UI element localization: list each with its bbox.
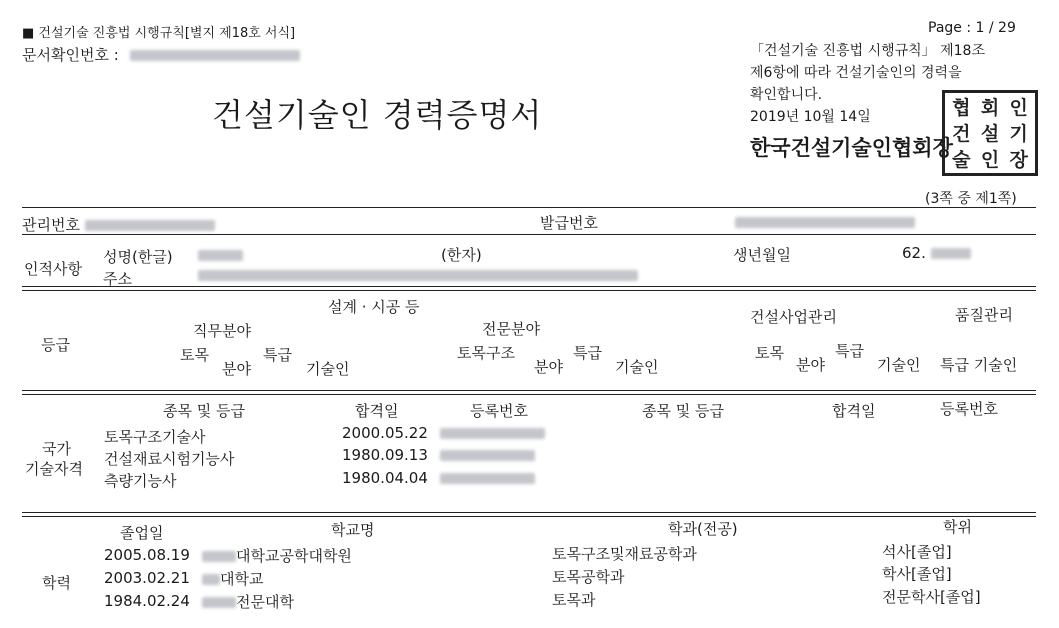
redacted-mgmt-number (85, 220, 215, 231)
redacted-address (198, 270, 638, 281)
edu-row-dept: 토목구조및재료공학과 (552, 545, 697, 563)
redacted-name (198, 250, 243, 261)
edu-row-date: 2005.08.19 (104, 546, 190, 564)
qual-header-reg-1: 등록번호 (470, 402, 528, 420)
qual-row-name: 측량기능사 (104, 472, 177, 490)
duty-value-field: 토목 (180, 346, 209, 364)
seal-char: 기 (1009, 123, 1028, 145)
legal-text-line-1: 「건설기술 진흥법 시행규칙」 제18조 (750, 43, 985, 59)
edu-row-school-name: 전문대학 (236, 593, 294, 611)
edu-header-school: 학교명 (331, 521, 375, 539)
redacted-issue-number (735, 217, 915, 228)
seal-char: 회 (980, 97, 1000, 119)
edu-row-date: 1984.02.24 (104, 592, 190, 610)
edu-row-school (202, 591, 294, 612)
document-title: 건설기술인 경력증명서 (212, 96, 543, 134)
edu-header-degree: 학위 (943, 518, 972, 536)
qual-header-date-2: 합격일 (832, 402, 876, 420)
seal-char: 협 (952, 97, 971, 119)
double-divider (22, 512, 1036, 517)
edu-row-school (202, 545, 352, 566)
redacted-school-prefix (202, 597, 236, 608)
redacted-birth-rest (931, 248, 971, 259)
management-number (22, 214, 215, 235)
duty-value-grade: 특급 (263, 346, 292, 364)
edu-row-dept: 토목공학과 (552, 568, 625, 586)
double-divider (22, 390, 1036, 395)
birth-year: 62. (902, 244, 926, 262)
issue-date: 2019년 10월 14일 (750, 109, 871, 125)
specialty-value-suffix: 분야 (534, 358, 563, 376)
qual-row-date: 2000.05.22 (342, 424, 428, 442)
edu-section-label: 학력 (42, 574, 71, 592)
qual-row-name: 건설재료시험기능사 (104, 450, 235, 468)
biz-mgmt-label: 건설사업관리 (750, 308, 837, 326)
edu-row-degree: 전문학사[졸업] (882, 588, 981, 606)
qual-header-date-1: 합격일 (355, 402, 399, 420)
edu-row-school (202, 568, 263, 589)
specialty-value-title: 기술인 (615, 358, 659, 376)
issuer-name: 한국건설기술인협회장 (750, 136, 953, 160)
redacted-school-prefix (202, 574, 220, 585)
issue-no-label: 발급번호 (540, 214, 598, 232)
redacted-reg-number (440, 473, 535, 484)
divider (22, 207, 1036, 208)
biz-mgmt-title: 기술인 (877, 356, 921, 374)
edu-row-dept: 토목과 (552, 591, 596, 609)
biz-mgmt-grade: 특급 (835, 342, 864, 360)
qual-header-name-1: 종목 및 등급 (163, 402, 245, 420)
address-label: 주소 (103, 270, 132, 288)
divider (22, 234, 1036, 235)
design-construction-label: 설계 · 시공 등 (328, 298, 420, 316)
specialty-value-field: 토목구조 (457, 344, 515, 362)
doc-check-number (22, 44, 300, 65)
grade-section-label: 등급 (41, 336, 70, 354)
seal-char: 건 (952, 123, 971, 145)
qual-header-reg-2: 등록번호 (940, 400, 998, 418)
edu-row-school-name: 대학교 (220, 570, 264, 588)
birth-label: 생년월일 (733, 246, 791, 264)
qual-row-name: 토목구조기술사 (104, 428, 206, 446)
biz-mgmt-field: 토목 (755, 344, 784, 362)
personal-section-label: 인적사항 (24, 260, 82, 278)
legal-text-line-3: 확인합니다. (750, 87, 823, 103)
qual-row-date: 1980.09.13 (342, 446, 428, 464)
duty-value-title: 기술인 (306, 360, 350, 378)
biz-mgmt-suffix: 분야 (796, 356, 825, 374)
edu-header-date: 졸업일 (120, 524, 164, 542)
edu-row-degree: 학사[졸업] (882, 565, 952, 583)
double-divider (22, 286, 1036, 291)
edu-row-school-name: 대학교공학대학원 (236, 547, 352, 565)
qual-section-label-1: 국가 (42, 440, 71, 458)
name-hanja-label: (한자) (441, 246, 482, 264)
form-reference: ■ 건설기술 진흥법 시행규칙[별지 제18호 서식] (22, 26, 296, 41)
legal-text-line-2: 제6항에 따라 건설기술인의 경력을 (750, 65, 962, 81)
qual-row-date: 1980.04.04 (342, 469, 428, 487)
edu-header-dept: 학과(전공) (668, 520, 738, 538)
page-indicator: Page : 1 / 29 (928, 20, 1016, 36)
duty-field-label: 직무분야 (193, 322, 251, 340)
specialty-value-grade: 특급 (573, 344, 602, 362)
birth-value (902, 244, 971, 262)
redacted-doc-check-number (130, 50, 300, 61)
edu-row-degree: 석사[졸업] (882, 543, 952, 561)
redacted-reg-number (440, 450, 535, 461)
specialty-field-label: 전문분야 (482, 320, 540, 338)
qual-section-label-2: 기술자격 (25, 460, 83, 478)
seal-char: 인 (980, 149, 1000, 171)
official-seal (942, 90, 1038, 176)
seal-char: 인 (1009, 97, 1028, 119)
doc-check-label: 문서확인번호 : (22, 46, 119, 64)
quality-mgmt-value: 특급 기술인 (940, 356, 1018, 374)
redacted-school-prefix (202, 551, 236, 562)
edu-row-date: 2003.02.21 (104, 569, 190, 587)
qual-header-name-2: 종목 및 등급 (642, 402, 724, 420)
duty-value-suffix: 분야 (222, 360, 251, 378)
mgmt-no-label: 관리번호 (22, 216, 80, 234)
name-kr-label: 성명(한글) (103, 248, 173, 266)
redacted-reg-number (440, 428, 545, 439)
seal-char: 설 (980, 123, 1000, 145)
quality-mgmt-label: 품질관리 (955, 306, 1013, 324)
seal-char: 장 (1009, 149, 1028, 171)
page-of-indicator: (3쪽 중 제1쪽) (925, 191, 1017, 207)
seal-char: 술 (952, 149, 971, 171)
